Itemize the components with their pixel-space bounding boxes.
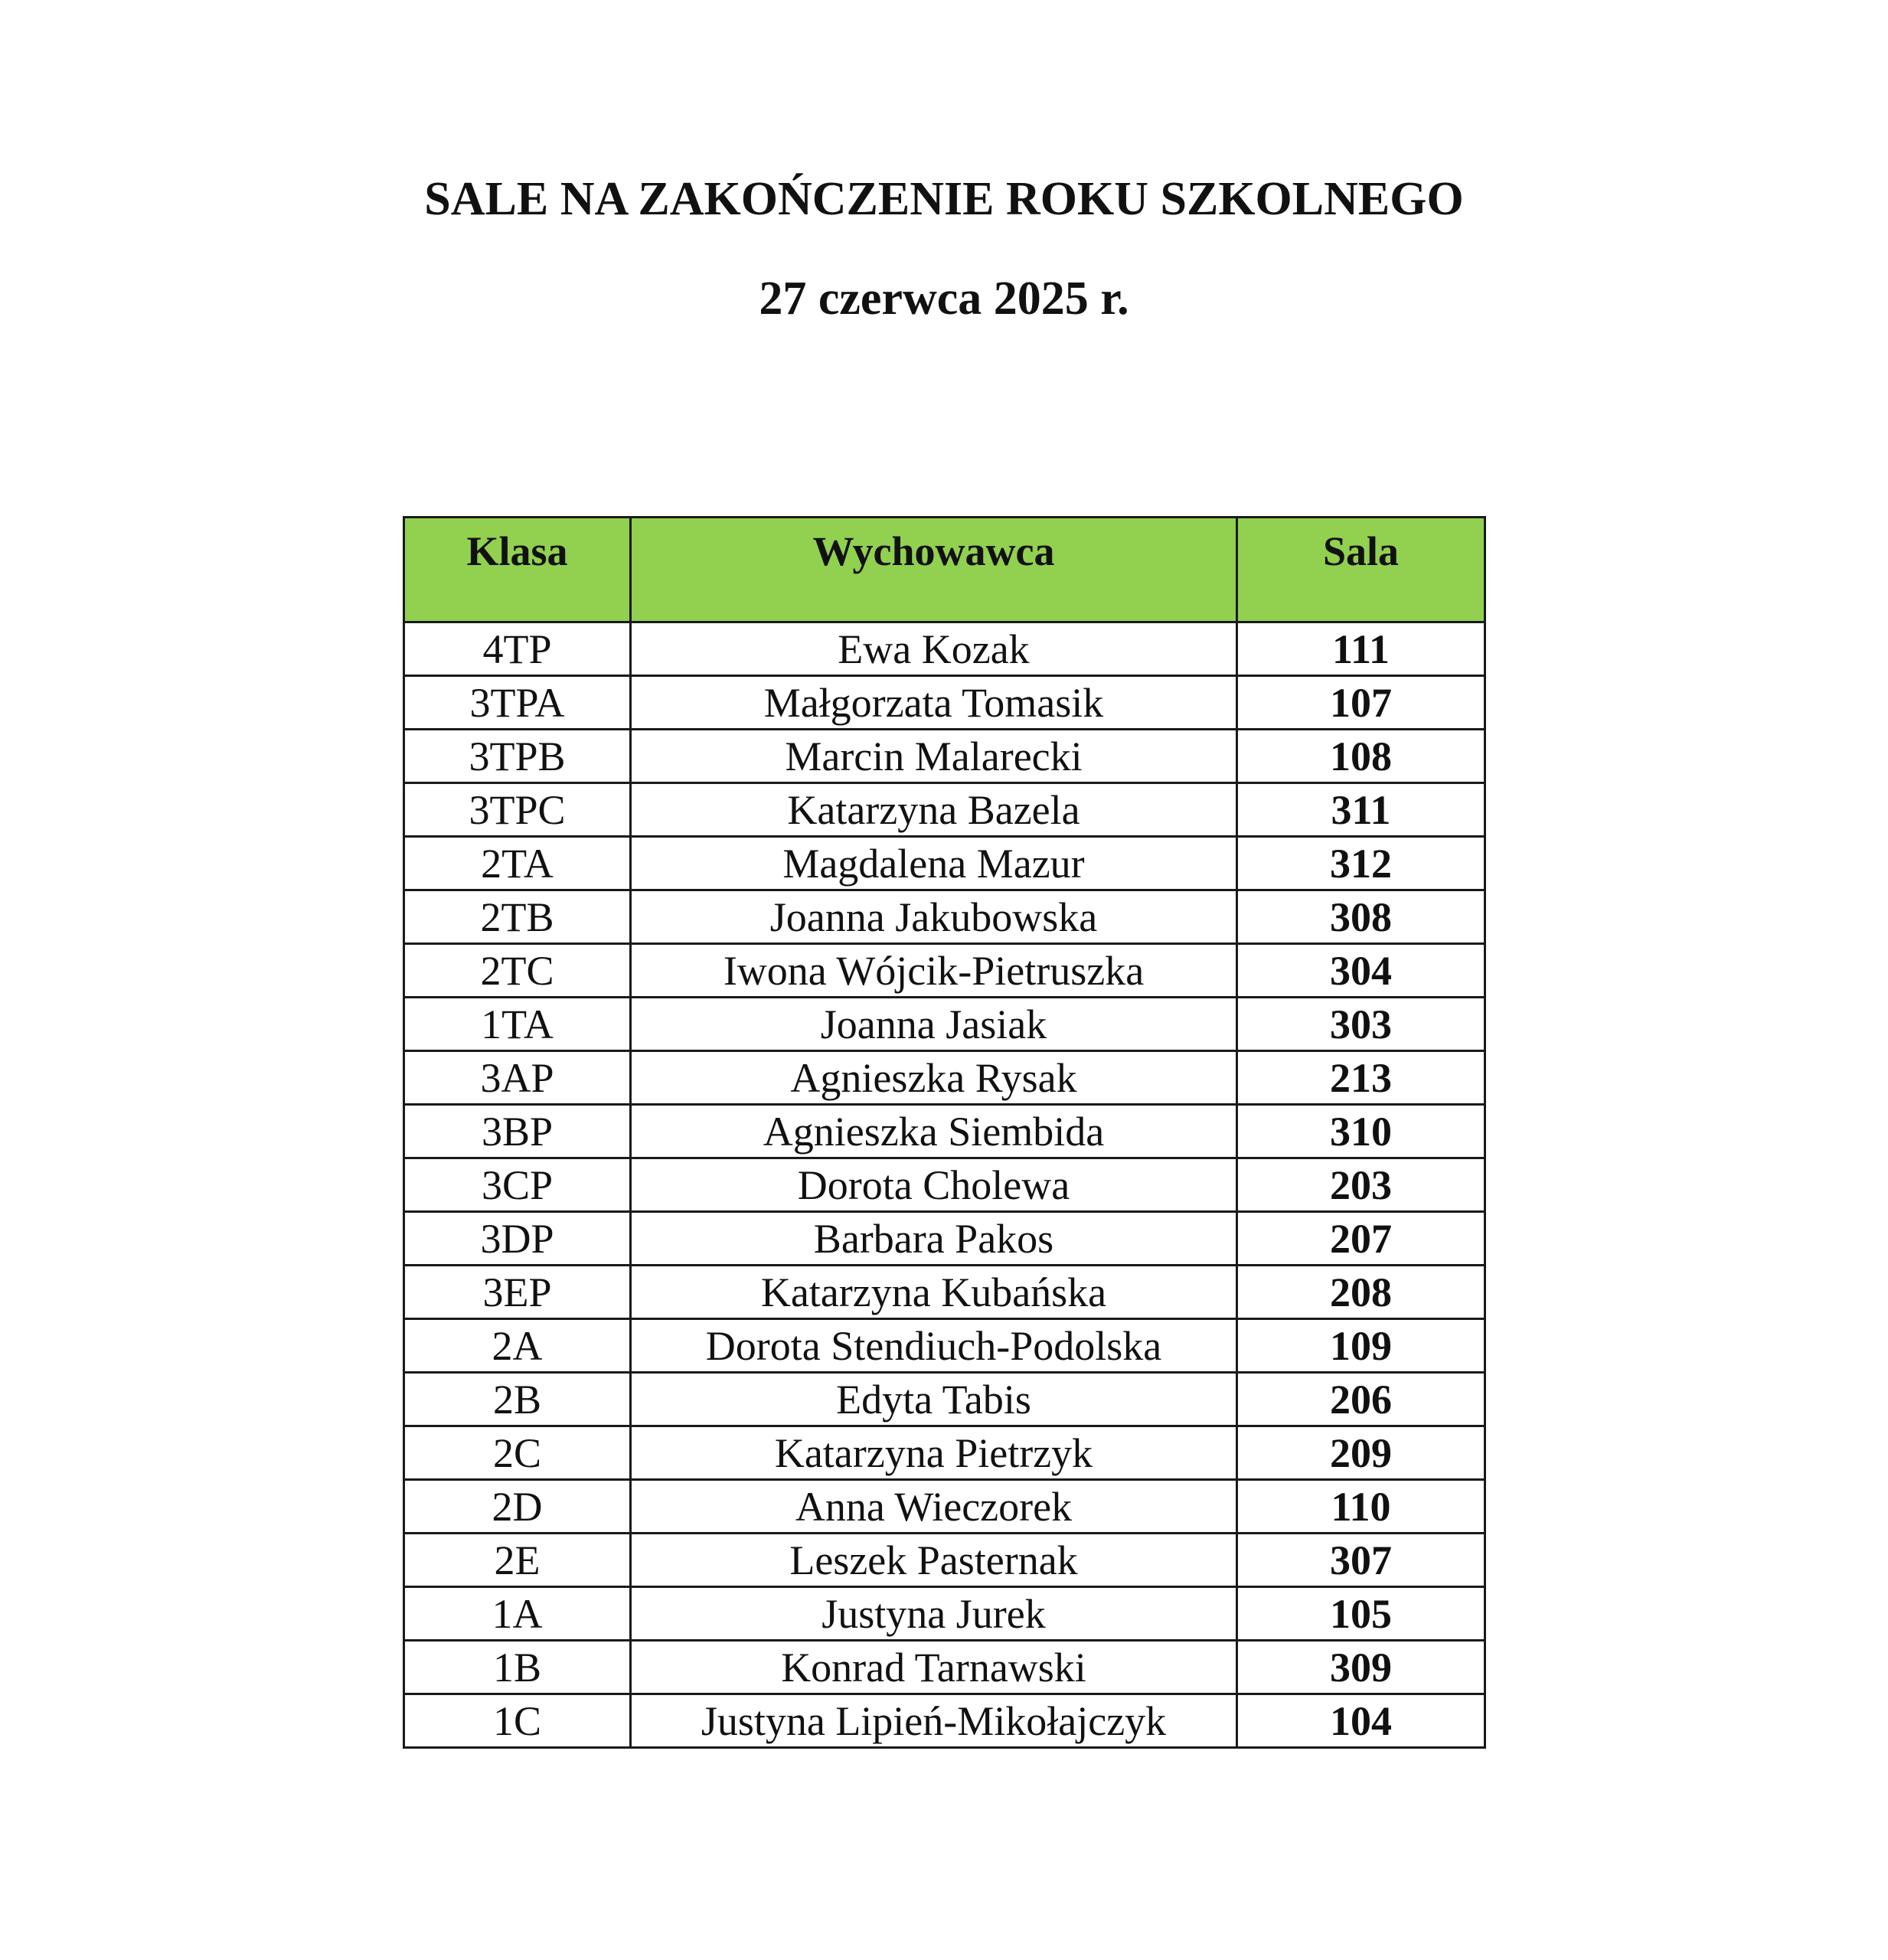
cell-wychowawca: Iwona Wójcik-Pietruszka	[631, 944, 1237, 998]
cell-wychowawca: Konrad Tarnawski	[631, 1641, 1237, 1694]
table-row	[404, 622, 1485, 676]
document-title: SALE NA ZAKOŃCZENIE ROKU SZKOLNEGO	[424, 173, 1464, 225]
cell-sala: 213	[1237, 1051, 1485, 1105]
cell-klasa: 3DP	[404, 1212, 631, 1266]
table-row	[404, 1105, 1485, 1158]
table-row	[404, 1319, 1485, 1373]
table-row	[404, 783, 1485, 837]
cell-wychowawca: Justyna Lipień-Mikołajczyk	[631, 1694, 1237, 1748]
cell-sala: 303	[1237, 998, 1485, 1051]
table-row	[404, 1694, 1485, 1748]
cell-sala: 208	[1237, 1266, 1485, 1319]
cell-klasa: 3AP	[404, 1051, 631, 1105]
table-row	[404, 890, 1485, 944]
cell-wychowawca: Marcin Malarecki	[631, 730, 1237, 783]
table-header-row	[404, 518, 1485, 622]
cell-wychowawca: Katarzyna Kubańska	[631, 1266, 1237, 1319]
cell-klasa: 2B	[404, 1373, 631, 1426]
cell-sala: 105	[1237, 1587, 1485, 1641]
cell-wychowawca: Agnieszka Siembida	[631, 1105, 1237, 1158]
cell-klasa: 3EP	[404, 1266, 631, 1319]
cell-klasa: 3BP	[404, 1105, 631, 1158]
header-sala: Sala	[1237, 518, 1485, 622]
cell-sala: 206	[1237, 1373, 1485, 1426]
cell-sala: 107	[1237, 676, 1485, 730]
cell-sala: 310	[1237, 1105, 1485, 1158]
table-row	[404, 1158, 1485, 1212]
table-row	[404, 1266, 1485, 1319]
table-row	[404, 1534, 1485, 1587]
cell-klasa: 2C	[404, 1426, 631, 1480]
header-wychowawca: Wychowawca	[631, 518, 1237, 622]
cell-wychowawca: Magdalena Mazur	[631, 837, 1237, 890]
cell-wychowawca: Joanna Jasiak	[631, 998, 1237, 1051]
cell-wychowawca: Małgorzata Tomasik	[631, 676, 1237, 730]
cell-sala: 203	[1237, 1158, 1485, 1212]
cell-klasa: 3CP	[404, 1158, 631, 1212]
cell-klasa: 1TA	[404, 998, 631, 1051]
cell-sala: 108	[1237, 730, 1485, 783]
cell-klasa: 2D	[404, 1480, 631, 1534]
cell-wychowawca: Joanna Jakubowska	[631, 890, 1237, 944]
cell-sala: 111	[1237, 622, 1485, 676]
table-row	[404, 1051, 1485, 1105]
cell-sala: 312	[1237, 837, 1485, 890]
cell-wychowawca: Leszek Pasternak	[631, 1534, 1237, 1587]
cell-wychowawca: Katarzyna Bazela	[631, 783, 1237, 837]
table-row	[404, 944, 1485, 998]
table-row	[404, 998, 1485, 1051]
table-row	[404, 676, 1485, 730]
cell-wychowawca: Dorota Cholewa	[631, 1158, 1237, 1212]
cell-sala: 308	[1237, 890, 1485, 944]
cell-klasa: 3TPB	[404, 730, 631, 783]
cell-sala: 109	[1237, 1319, 1485, 1373]
cell-klasa: 1B	[404, 1641, 631, 1694]
document-date: 27 czerwca 2025 r.	[759, 273, 1129, 325]
table-row	[404, 1641, 1485, 1694]
cell-klasa: 1A	[404, 1587, 631, 1641]
cell-klasa: 4TP	[404, 622, 631, 676]
cell-wychowawca: Katarzyna Pietrzyk	[631, 1426, 1237, 1480]
table-row	[404, 1212, 1485, 1266]
table-body	[404, 622, 1485, 1748]
cell-klasa: 2TC	[404, 944, 631, 998]
cell-wychowawca: Anna Wieczorek	[631, 1480, 1237, 1534]
cell-wychowawca: Barbara Pakos	[631, 1212, 1237, 1266]
cell-klasa: 2A	[404, 1319, 631, 1373]
table-row	[404, 1426, 1485, 1480]
table-row	[404, 1373, 1485, 1426]
rooms-table	[403, 516, 1486, 1749]
cell-wychowawca: Justyna Jurek	[631, 1587, 1237, 1641]
table-row	[404, 1480, 1485, 1534]
header-klasa: Klasa	[404, 518, 631, 622]
cell-sala: 104	[1237, 1694, 1485, 1748]
cell-wychowawca: Edyta Tabis	[631, 1373, 1237, 1426]
cell-klasa: 1C	[404, 1694, 631, 1748]
cell-sala: 309	[1237, 1641, 1485, 1694]
cell-klasa: 2TA	[404, 837, 631, 890]
table-row	[404, 730, 1485, 783]
cell-sala: 207	[1237, 1212, 1485, 1266]
cell-sala: 110	[1237, 1480, 1485, 1534]
cell-klasa: 3TPA	[404, 676, 631, 730]
cell-wychowawca: Ewa Kozak	[631, 622, 1237, 676]
cell-sala: 304	[1237, 944, 1485, 998]
table-row	[404, 837, 1485, 890]
cell-sala: 307	[1237, 1534, 1485, 1587]
cell-klasa: 2TB	[404, 890, 631, 944]
cell-sala: 311	[1237, 783, 1485, 837]
cell-sala: 209	[1237, 1426, 1485, 1480]
table-row	[404, 1587, 1485, 1641]
cell-klasa: 3TPC	[404, 783, 631, 837]
cell-wychowawca: Dorota Stendiuch-Podolska	[631, 1319, 1237, 1373]
cell-klasa: 2E	[404, 1534, 631, 1587]
cell-wychowawca: Agnieszka Rysak	[631, 1051, 1237, 1105]
